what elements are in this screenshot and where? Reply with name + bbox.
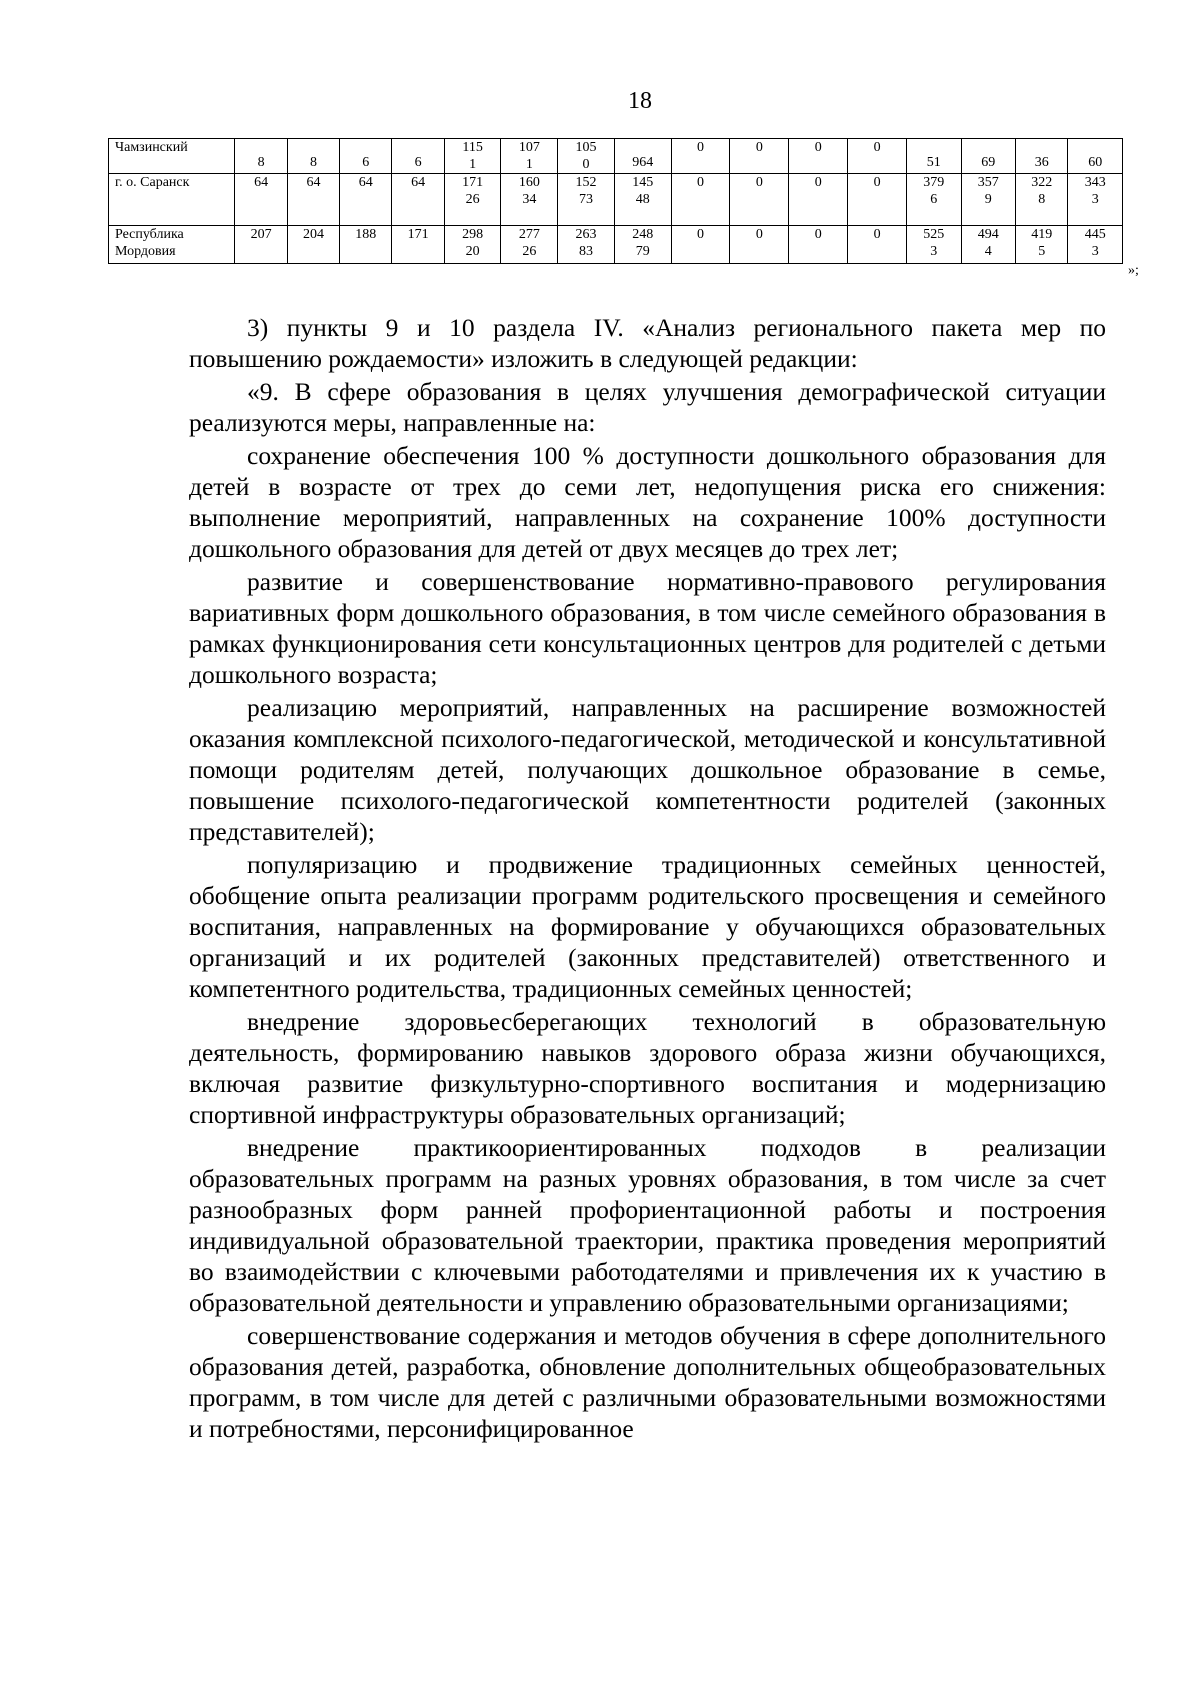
cell-line: 277	[518, 227, 540, 242]
cell-line: 0	[873, 175, 881, 190]
table-cell	[789, 226, 848, 264]
table-cell	[907, 139, 962, 174]
paragraph: внедрение здоровьесберегающих технологий в образовательную деятельность, формированию навыков здорового образа жизни обучающихся, включая развитие физкультурно-спортивного воспитания и модернизацию спортивной инфраструктуры образовательных организаций;	[189, 1007, 1106, 1129]
cell-line	[964, 139, 1014, 154]
table-cell	[907, 226, 962, 264]
table-cell	[340, 226, 392, 264]
cell-line	[290, 139, 337, 154]
table-row	[109, 139, 1123, 174]
cell-line: 3	[1091, 244, 1099, 259]
table-cell	[789, 174, 848, 226]
table-cell	[1016, 174, 1068, 226]
table-cell	[392, 139, 444, 174]
cell-line: 188	[355, 227, 377, 242]
cell-line: 20	[465, 244, 480, 259]
cell-line: 964	[632, 155, 654, 170]
table-cell	[558, 174, 615, 226]
cell-line: 357	[977, 175, 999, 190]
table-cell-region	[109, 174, 235, 226]
table-cell	[444, 139, 501, 174]
cell-line	[1018, 139, 1065, 154]
cell-line	[1070, 139, 1120, 154]
cell-line: 6	[930, 192, 938, 207]
table-cell	[961, 139, 1016, 174]
cell-line: Чамзинский	[115, 140, 188, 155]
cell-line	[909, 139, 959, 154]
table-cell	[848, 139, 907, 174]
table-closing-quote: »;	[1128, 263, 1139, 278]
table-cell	[235, 174, 287, 226]
cell-line: 60	[1088, 155, 1103, 170]
cell-line: 6	[414, 155, 422, 170]
table-cell-region	[109, 139, 235, 174]
cell-line: 64	[306, 175, 321, 190]
cell-line: 36	[1034, 155, 1049, 170]
table-cell-region	[109, 226, 235, 264]
table-cell	[444, 174, 501, 226]
cell-line: 0	[696, 175, 704, 190]
table-cell	[789, 139, 848, 174]
cell-line: 8	[309, 155, 317, 170]
cell-line: 145	[632, 175, 654, 190]
cell-line: 0	[873, 140, 881, 155]
cell-line: 83	[579, 244, 593, 259]
statistics-table-wrapper	[108, 138, 1123, 264]
paragraph: совершенствование содержания и методов обучения в сфере дополнительного образования детей, разработка, обновление дополнительных общеобразовательных программ, в том числе для детей с различными образовательными возможностями и потребностями, персонифицированное	[189, 1321, 1106, 1443]
paragraph: 3) пункты 9 и 10 раздела IV. «Анализ регионального пакета мер по повышению рождаемости» изложить в следующей редакции:	[189, 313, 1106, 373]
cell-line: 0	[814, 175, 822, 190]
cell-line: 0	[814, 140, 822, 155]
cell-line: 0	[755, 227, 763, 242]
table-cell	[235, 139, 287, 174]
cell-line: г. о. Саранск	[115, 175, 190, 190]
table-cell	[444, 226, 501, 264]
cell-line: 26	[465, 192, 480, 207]
cell-line	[617, 139, 669, 154]
cell-line: 1	[469, 157, 477, 172]
cell-line: 1	[525, 157, 533, 172]
cell-line: 8	[1038, 192, 1046, 207]
paragraph: популяризацию и продвижение традиционных семейных ценностей, обобщение опыта реализации программ родительского просвещения и семейного воспитания, направленных на формирование у обучающихся образовательных организаций и их родителей (законных представителей) ответственного и компетентного родительства, традиционных семейных ценностей;	[189, 850, 1106, 1003]
cell-line: 0	[814, 227, 822, 242]
table-cell	[1068, 226, 1123, 264]
cell-line: 0	[696, 227, 704, 242]
cell-line: 3	[1091, 192, 1099, 207]
cell-line: 64	[411, 175, 426, 190]
cell-line: 419	[1031, 227, 1053, 242]
table-cell	[287, 174, 339, 226]
table-cell	[392, 226, 444, 264]
cell-line: 525	[923, 227, 945, 242]
table-cell	[1068, 139, 1123, 174]
cell-line	[342, 139, 389, 154]
cell-line: 105	[575, 140, 597, 155]
table-cell	[614, 174, 671, 226]
cell-line: 171	[407, 227, 429, 242]
cell-line: 5	[1038, 244, 1046, 259]
cell-line: 69	[981, 155, 996, 170]
cell-line: 3	[930, 244, 938, 259]
statistics-table-body	[109, 139, 1123, 264]
cell-line: 298	[462, 227, 484, 242]
cell-line: 248	[632, 227, 654, 242]
cell-line: 73	[579, 192, 593, 207]
cell-line: 343	[1084, 175, 1106, 190]
cell-line	[850, 156, 904, 171]
cell-line: 0	[582, 157, 590, 172]
table-cell	[501, 139, 558, 174]
table-cell	[1068, 174, 1123, 226]
paragraph: реализацию мероприятий, направленных на расширение возможностей оказания комплексной психолого-педагогической, методической и консультативной помощи родителям детей, получающих дошкольное образование в семье, повышение психолого-педагогической компетентности родителей (законных представителей);	[189, 693, 1106, 846]
table-cell	[961, 174, 1016, 226]
cell-line	[237, 139, 284, 154]
document-body	[189, 312, 1106, 1446]
cell-line: 34	[522, 192, 537, 207]
table-cell	[671, 139, 730, 174]
table-row	[109, 174, 1123, 226]
table-cell	[907, 174, 962, 226]
table-cell	[671, 226, 730, 264]
cell-line: 26	[522, 244, 537, 259]
table-cell	[730, 174, 789, 226]
table-cell	[614, 226, 671, 264]
table-cell	[558, 139, 615, 174]
table-cell	[501, 174, 558, 226]
cell-line: 79	[635, 244, 650, 259]
paragraph: сохранение обеспечения 100 % доступности дошкольного образования для детей в возрасте от трех до семи лет, недопущения риска его снижения: выполнение мероприятий, направленных на сохранение 100% доступности дошкольного образования для детей от двух месяцев до трех лет;	[189, 441, 1106, 563]
cell-line: 494	[977, 227, 999, 242]
cell-line: 171	[462, 175, 484, 190]
cell-line: 204	[302, 227, 324, 242]
table-cell	[340, 174, 392, 226]
table-cell	[730, 139, 789, 174]
table-cell	[558, 226, 615, 264]
page-number: 18	[628, 88, 652, 114]
paragraph: развитие и совершенствование нормативно-правового регулирования вариативных форм дошкольного образования, в том числе семейного образования в рамках функционирования сети консультационных центров для родителей с детьми дошкольного возраста;	[189, 567, 1106, 689]
paragraph: «9. В сфере образования в целях улучшения демографической ситуации реализуются меры, направленные на:	[189, 377, 1106, 437]
cell-line: 8	[257, 155, 265, 170]
cell-line: 9	[984, 192, 992, 207]
table-cell	[392, 174, 444, 226]
table-cell	[287, 226, 339, 264]
table-row	[109, 226, 1123, 264]
table-cell	[1016, 139, 1068, 174]
statistics-table	[108, 138, 1123, 264]
table-cell	[848, 174, 907, 226]
cell-line: 379	[923, 175, 945, 190]
cell-line: 64	[254, 175, 269, 190]
table-cell	[235, 226, 287, 264]
cell-line: 4	[984, 244, 992, 259]
cell-line	[791, 156, 845, 171]
cell-line: 207	[250, 227, 272, 242]
cell-line: 115	[462, 140, 483, 155]
cell-line	[732, 156, 786, 171]
cell-line: 107	[518, 140, 540, 155]
cell-line: 51	[926, 155, 941, 170]
table-cell	[848, 226, 907, 264]
table-cell	[730, 226, 789, 264]
cell-line: 0	[696, 140, 704, 155]
table-cell	[1016, 226, 1068, 264]
cell-line: 0	[873, 227, 881, 242]
paragraph: внедрение практикоориентированных подходов в реализации образовательных программ на разных уровнях образования, в том числе за счет разнообразных форм ранней профориентационной работы и построения индивидуальной образовательной траектории, практика проведения мероприятий во взаимодействии с ключевыми работодателями и привлечения их к участию в образовательной деятельности и управлению образовательными организациями;	[189, 1133, 1106, 1317]
cell-line: 48	[635, 192, 650, 207]
cell-line: 152	[575, 175, 597, 190]
table-cell	[287, 139, 339, 174]
cell-line: 6	[362, 155, 370, 170]
table-cell	[614, 139, 671, 174]
cell-line: 0	[755, 175, 763, 190]
table-cell	[961, 226, 1016, 264]
cell-line: Мордовия	[115, 244, 176, 259]
table-cell	[340, 139, 392, 174]
cell-line: 322	[1031, 175, 1053, 190]
cell-line: 263	[575, 227, 597, 242]
table-cell	[671, 174, 730, 226]
cell-line: 0	[755, 140, 763, 155]
table-cell	[501, 226, 558, 264]
cell-line	[394, 139, 441, 154]
cell-line	[674, 156, 728, 171]
cell-line: 64	[358, 175, 373, 190]
cell-line: 160	[518, 175, 540, 190]
cell-line: Республика	[115, 227, 184, 242]
cell-line: 445	[1084, 227, 1106, 242]
